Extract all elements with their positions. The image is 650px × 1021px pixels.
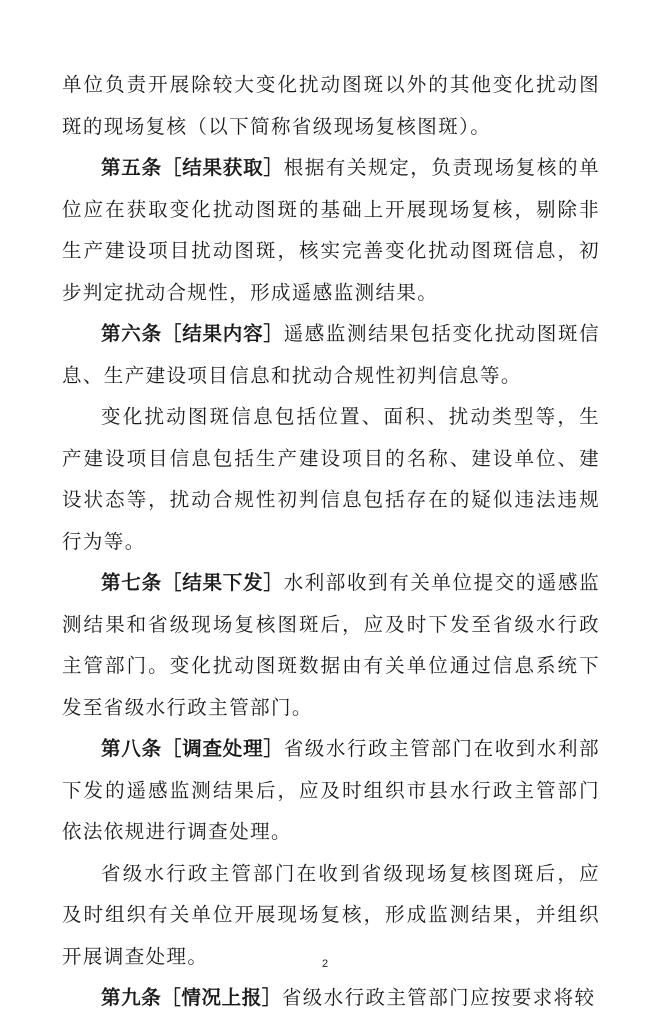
article-heading: 第五条［结果获取］ bbox=[101, 156, 284, 179]
article-6 bbox=[62, 313, 600, 396]
paragraph-text: 单位负责开展除较大变化扰动图斑以外的其他变化扰动图斑的现场复核（以下简称省级现场复核图斑）。 bbox=[62, 73, 600, 138]
paragraph-continuation bbox=[62, 64, 600, 147]
paragraph-text: 变化扰动图斑信息包括位置、面积、扰动类型等，生产建设项目信息包括生产建设项目的名称、建设单位、建设状态等，扰动合规性初判信息包括存在的疑似违法违规行为等。 bbox=[62, 405, 600, 553]
article-7 bbox=[62, 562, 600, 728]
article-8 bbox=[62, 728, 600, 853]
article-text: 遥感监测结果包括变化扰动图斑信息、生产建设项目信息和扰动合规性初判信息等。 bbox=[62, 322, 600, 387]
article-text: 水利部收到有关单位提交的遥感监测结果和省级现场复核图斑后，应及时下发至省级水行政主管部门。变化扰动图斑数据由有关单位通过信息系统下发至省级水行政主管部门。 bbox=[62, 571, 600, 719]
page-number: 2 bbox=[321, 958, 329, 970]
article-heading: 第九条［情况上报］ bbox=[101, 986, 282, 1009]
paragraph-text: 省级水行政主管部门在收到省级现场复核图斑后，应及时组织有关单位开展现场复核，形成监测结果，并组织开展调查处理。 bbox=[62, 861, 600, 968]
article-heading: 第八条［调查处理］ bbox=[101, 737, 284, 760]
article-text: 省级水行政主管部门应按要求将较 bbox=[281, 986, 596, 1009]
article-heading: 第七条［结果下发］ bbox=[101, 571, 284, 594]
article-5 bbox=[62, 147, 600, 313]
document-body bbox=[62, 64, 600, 1019]
article-text: 省级水行政主管部门在收到水利部下发的遥感监测结果后，应及时组织市县水行政主管部门依法依规进行调查处理。 bbox=[62, 737, 600, 843]
paragraph bbox=[62, 396, 600, 562]
article-heading: 第六条［结果内容］ bbox=[101, 322, 284, 345]
article-text: 根据有关规定，负责现场复核的单位应在获取变化扰动图斑的基础上开展现场复核，剔除非生产建设项目扰动图斑，核实完善变化扰动图斑信息，初步判定扰动合规性，形成遥感监测结果。 bbox=[62, 156, 600, 304]
article-9 bbox=[62, 977, 600, 1019]
